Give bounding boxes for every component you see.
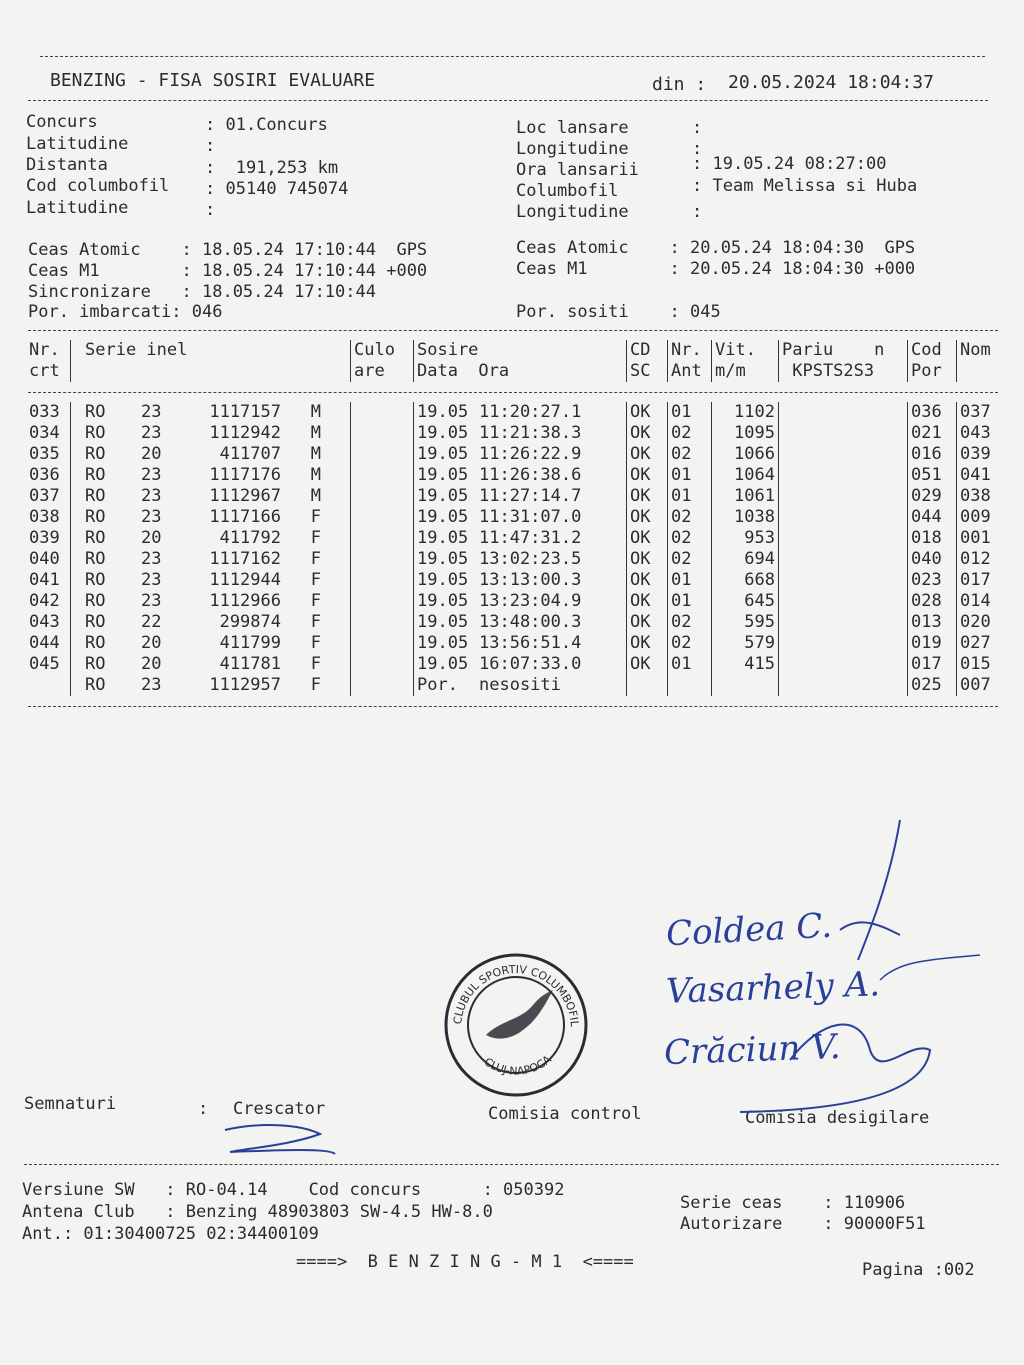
ceas-m1-right: Ceas M1 : 20.05.24 18:04:30 +000 bbox=[516, 259, 916, 279]
footer-serie-ceas: Serie ceas : 110906 bbox=[680, 1193, 906, 1213]
row-an: 23 bbox=[141, 465, 162, 485]
col-serie: Serie inel bbox=[71, 340, 351, 382]
row-ant: 02 bbox=[668, 528, 712, 549]
info-distanta-text: 191,253 km bbox=[235, 158, 339, 178]
row-data: 19.05 bbox=[417, 633, 469, 653]
row-ant: 02 bbox=[668, 633, 712, 654]
row-nom: 043 bbox=[957, 423, 1004, 444]
row-data: 19.05 bbox=[417, 570, 469, 590]
row-inel: 411799 bbox=[219, 633, 281, 653]
row-sex: M bbox=[310, 402, 321, 422]
row-vit: 579 bbox=[712, 633, 779, 654]
row-sex: M bbox=[310, 486, 321, 506]
comisia-control-label: Comisia control bbox=[488, 1104, 642, 1124]
row-ant: 02 bbox=[668, 444, 712, 465]
info-distanta-value: : 191,253 km bbox=[205, 158, 339, 178]
row-cd: OK bbox=[627, 486, 668, 507]
row-tara: RO bbox=[85, 486, 106, 506]
row-sex: F bbox=[310, 549, 321, 569]
row-nom: 001 bbox=[957, 528, 1004, 549]
info-cod-label: Cod columbofil bbox=[26, 176, 170, 196]
row-cod: 051 bbox=[908, 465, 957, 486]
info-latitudine2-colon: : bbox=[205, 200, 216, 220]
row-tara: RO bbox=[85, 528, 106, 548]
row-nom: 020 bbox=[957, 612, 1004, 633]
row-cd: OK bbox=[627, 423, 668, 444]
row-data: 19.05 bbox=[417, 612, 469, 632]
club-stamp bbox=[441, 950, 591, 1100]
col-sosire: Sosire Data Ora bbox=[414, 340, 627, 382]
row-cd: OK bbox=[627, 507, 668, 528]
row-vit: 1064 bbox=[712, 465, 779, 486]
col-cod: Cod Por bbox=[908, 340, 957, 382]
row-ant: 01 bbox=[668, 402, 712, 423]
info-cod-text: 05140 745074 bbox=[225, 179, 349, 199]
sincronizare: Sincronizare : 18.05.24 17:10:44 bbox=[28, 282, 376, 302]
info-concurs-text: 01.Concurs bbox=[225, 115, 328, 135]
header-date-label: din : bbox=[652, 74, 707, 95]
info-loc-colon: : bbox=[692, 118, 703, 138]
row-nr: 033 bbox=[29, 402, 60, 422]
row-nom: 015 bbox=[957, 654, 1004, 675]
row-nr: 037 bbox=[29, 486, 60, 506]
row-data: 19.05 bbox=[417, 591, 469, 611]
row-inel: 1117162 bbox=[209, 549, 281, 569]
row-vit: 645 bbox=[712, 591, 779, 612]
row-sex: F bbox=[310, 633, 321, 653]
row-inel: 299874 bbox=[219, 612, 281, 632]
row-vit: 1061 bbox=[712, 486, 779, 507]
row-cod: 025 bbox=[908, 675, 957, 696]
row-data: 19.05 bbox=[417, 402, 469, 422]
row-sex: F bbox=[310, 591, 321, 611]
row-an: 23 bbox=[141, 402, 162, 422]
row-cod: 023 bbox=[908, 570, 957, 591]
row-inel: 411792 bbox=[219, 528, 281, 548]
row-cd: OK bbox=[627, 444, 668, 465]
row-cod: 028 bbox=[908, 591, 957, 612]
row-nr: 040 bbox=[29, 549, 60, 569]
row-ora: 13:13:00.3 bbox=[479, 570, 582, 590]
row-ant: 01 bbox=[668, 570, 712, 591]
row-ora: 16:07:33.0 bbox=[479, 654, 582, 674]
row-data: 19.05 bbox=[417, 528, 469, 548]
row-cod: 040 bbox=[908, 549, 957, 570]
row-cd: OK bbox=[627, 465, 668, 486]
row-nom: 041 bbox=[957, 465, 1004, 486]
row-nr: 039 bbox=[29, 528, 60, 548]
row-nr: 041 bbox=[29, 570, 60, 590]
row-inel: 1117166 bbox=[209, 507, 281, 527]
row-tara: RO bbox=[85, 507, 106, 527]
row-ora: 11:26:22.9 bbox=[479, 444, 582, 464]
row-an: 23 bbox=[141, 486, 162, 506]
row-data: 19.05 bbox=[417, 507, 469, 527]
row-sex: F bbox=[310, 570, 321, 590]
row-nom: 027 bbox=[957, 633, 1004, 654]
row-ora: 13:23:04.9 bbox=[479, 591, 582, 611]
row-an: 23 bbox=[141, 675, 162, 695]
row-ora: 13:48:00.3 bbox=[479, 612, 582, 632]
row-vit: 668 bbox=[712, 570, 779, 591]
row-ora: 11:27:14.7 bbox=[479, 486, 582, 506]
row-an: 20 bbox=[141, 654, 162, 674]
row-cod: 044 bbox=[908, 507, 957, 528]
row-nom: 037 bbox=[957, 402, 1004, 423]
signature-vasarhely: Vasarhely A. bbox=[665, 964, 881, 1012]
row-nr: 034 bbox=[29, 423, 60, 443]
footer-versiune: Versiune SW : RO-04.14 Cod concurs : 050392 bbox=[22, 1180, 565, 1200]
semnaturi-label: Semnaturi bbox=[24, 1094, 117, 1114]
ceas-atomic-left: Ceas Atomic : 18.05.24 17:10:44 GPS bbox=[28, 240, 428, 260]
row-cd: OK bbox=[627, 528, 668, 549]
row-data: 19.05 bbox=[417, 486, 469, 506]
row-data: Por. bbox=[417, 675, 458, 695]
row-an: 20 bbox=[141, 528, 162, 548]
row-nr: 043 bbox=[29, 612, 60, 632]
row-ant: 01 bbox=[668, 654, 712, 675]
row-cod: 021 bbox=[908, 423, 957, 444]
footer-border bbox=[24, 1164, 999, 1165]
row-vit: 595 bbox=[712, 612, 779, 633]
row-nom: 017 bbox=[957, 570, 1004, 591]
info-longitudine2-colon: : bbox=[692, 202, 703, 222]
row-nom: 038 bbox=[957, 486, 1004, 507]
row-cd: OK bbox=[627, 402, 668, 423]
header-date-value: 20.05.2024 18:04:37 bbox=[728, 72, 934, 93]
row-inel: 1112957 bbox=[209, 675, 281, 695]
row-tara: RO bbox=[85, 591, 106, 611]
row-tara: RO bbox=[85, 444, 106, 464]
info-latitudine2-label: Latitudine bbox=[26, 198, 129, 218]
row-nom: 014 bbox=[957, 591, 1004, 612]
row-ora: 13:02:23.5 bbox=[479, 549, 582, 569]
row-ora: 11:47:31.2 bbox=[479, 528, 582, 548]
row-inel: 411781 bbox=[219, 654, 281, 674]
row-ant: 02 bbox=[668, 423, 712, 444]
row-sex: F bbox=[310, 507, 321, 527]
row-cd: OK bbox=[627, 591, 668, 612]
row-nom: 039 bbox=[957, 444, 1004, 465]
info-longitudine-label: Longitudine bbox=[516, 139, 629, 159]
info-longitudine2-label: Longitudine bbox=[516, 202, 629, 222]
row-ora: nesositi bbox=[479, 675, 561, 695]
info-columbofil-text: Team Melissa si Huba bbox=[712, 176, 918, 196]
row-an: 20 bbox=[141, 444, 162, 464]
row-sex: F bbox=[310, 612, 321, 632]
info-distanta-label: Distanta bbox=[26, 155, 108, 175]
row-cd: OK bbox=[627, 633, 668, 654]
row-inel: 411707 bbox=[219, 444, 281, 464]
row-inel: 1112944 bbox=[209, 570, 281, 590]
row-cod: 013 bbox=[908, 612, 957, 633]
row-inel: 1117157 bbox=[209, 402, 281, 422]
footer-banner: ====> B E N Z I N G - M 1 <==== bbox=[296, 1252, 634, 1272]
row-nr: 042 bbox=[29, 591, 60, 611]
row-tara: RO bbox=[85, 612, 106, 632]
row-inel: 1112967 bbox=[209, 486, 281, 506]
footer-pagina: Pagina :002 bbox=[862, 1260, 975, 1280]
ceas-m1-left: Ceas M1 : 18.05.24 17:10:44 +000 bbox=[28, 261, 428, 281]
row-vit: 694 bbox=[712, 549, 779, 570]
row-sex: F bbox=[310, 675, 321, 695]
row-tara: RO bbox=[85, 654, 106, 674]
row-cod: 016 bbox=[908, 444, 957, 465]
row-cd: OK bbox=[627, 570, 668, 591]
info-cod-value: : 05140 745074 bbox=[205, 179, 349, 199]
row-cod: 019 bbox=[908, 633, 957, 654]
col-pariu: Pariu n KPSTS2S3 bbox=[779, 340, 908, 382]
row-data: 19.05 bbox=[417, 465, 469, 485]
row-nom: 007 bbox=[957, 675, 1004, 696]
info-concurs-value: : 01.Concurs bbox=[205, 115, 328, 135]
info-ora-text: 19.05.24 08:27:00 bbox=[712, 154, 887, 174]
row-cod: 018 bbox=[908, 528, 957, 549]
row-ant: 02 bbox=[668, 507, 712, 528]
info-latitudine-label: Latitudine bbox=[26, 134, 129, 154]
row-ora: 11:20:27.1 bbox=[479, 402, 582, 422]
por-imbarcati: Por. imbarcati: 046 bbox=[28, 302, 223, 322]
row-sex: M bbox=[310, 444, 321, 464]
row-cod: 036 bbox=[908, 402, 957, 423]
row-cd: OK bbox=[627, 654, 668, 675]
row-vit: 1102 bbox=[712, 402, 779, 423]
stamp-text-top: CLUBUL SPORTIV COLUMBOFIL bbox=[451, 962, 582, 1028]
svg-text:CLUJ-NAPOCA bbox=[482, 1053, 554, 1078]
row-an: 23 bbox=[141, 570, 162, 590]
row-vit: 415 bbox=[712, 654, 779, 675]
row-tara: RO bbox=[85, 465, 106, 485]
row-vit: 1038 bbox=[712, 507, 779, 528]
footer-ant: Ant.: 01:30400725 02:34400109 bbox=[22, 1224, 319, 1244]
info-concurs-label: Concurs bbox=[26, 112, 98, 132]
row-tara: RO bbox=[85, 570, 106, 590]
row-tara: RO bbox=[85, 423, 106, 443]
col-nom: Nom bbox=[957, 340, 1004, 382]
row-nr: 035 bbox=[29, 444, 60, 464]
col-culoare: Culo are bbox=[351, 340, 414, 382]
col-cd: CD SC bbox=[627, 340, 668, 382]
info-ora-value: : 19.05.24 08:27:00 bbox=[692, 154, 887, 174]
row-nr: 038 bbox=[29, 507, 60, 527]
signature-craciun: Crăciun V. bbox=[663, 1026, 842, 1074]
col-ant: Nr. Ant bbox=[668, 340, 712, 382]
por-sositi: Por. sositi : 045 bbox=[516, 302, 721, 322]
row-data: 19.05 bbox=[417, 654, 469, 674]
info-columbofil-value: : Team Melissa si Huba bbox=[692, 176, 918, 196]
row-ora: 11:21:38.3 bbox=[479, 423, 582, 443]
row-nom: 012 bbox=[957, 549, 1004, 570]
row-inel: 1112942 bbox=[209, 423, 281, 443]
header-title: BENZING - FISA SOSIRI EVALUARE bbox=[50, 70, 376, 91]
info-loc-label: Loc lansare bbox=[516, 118, 629, 138]
row-ant: 01 bbox=[668, 486, 712, 507]
footer-antena: Antena Club : Benzing 48903803 SW-4.5 HW-8.0 bbox=[22, 1202, 493, 1222]
row-sex: M bbox=[310, 423, 321, 443]
row-an: 23 bbox=[141, 507, 162, 527]
semnaturi-colon: : bbox=[198, 1099, 209, 1119]
row-tara: RO bbox=[85, 675, 106, 695]
info-latitudine-colon: : bbox=[205, 136, 216, 156]
row-inel: 1112966 bbox=[209, 591, 281, 611]
row-vit: 1095 bbox=[712, 423, 779, 444]
row-ant: 02 bbox=[668, 549, 712, 570]
row-data: 19.05 bbox=[417, 549, 469, 569]
row-ora: 13:56:51.4 bbox=[479, 633, 582, 653]
row-data: 19.05 bbox=[417, 444, 469, 464]
row-data: 19.05 bbox=[417, 423, 469, 443]
row-vit: 1066 bbox=[712, 444, 779, 465]
row-nr: 045 bbox=[29, 654, 60, 674]
ceas-atomic-right: Ceas Atomic : 20.05.24 18:04:30 GPS bbox=[516, 238, 916, 258]
info-ora-label: Ora lansarii bbox=[516, 160, 639, 180]
row-ant: 01 bbox=[668, 591, 712, 612]
col-vit: Vit. m/m bbox=[712, 340, 779, 382]
row-an: 23 bbox=[141, 591, 162, 611]
row-an: 22 bbox=[141, 612, 162, 632]
row-nom: 009 bbox=[957, 507, 1004, 528]
row-an: 23 bbox=[141, 549, 162, 569]
row-cd: OK bbox=[627, 612, 668, 633]
row-tara: RO bbox=[85, 402, 106, 422]
row-sex: F bbox=[310, 654, 321, 674]
footer-autorizare: Autorizare : 90000F51 bbox=[680, 1214, 926, 1234]
row-cod: 029 bbox=[908, 486, 957, 507]
row-sex: M bbox=[310, 465, 321, 485]
row-cod: 017 bbox=[908, 654, 957, 675]
row-an: 23 bbox=[141, 423, 162, 443]
row-sex: F bbox=[310, 528, 321, 548]
stamp-text-bottom: CLUJ-NAPOCA bbox=[481, 1052, 554, 1078]
comisia-desigilare-label: Comisia desigilare bbox=[745, 1108, 930, 1128]
row-nr: 044 bbox=[29, 633, 60, 653]
signature-coldea: Coldea C. bbox=[665, 905, 833, 955]
row-cd: OK bbox=[627, 549, 668, 570]
row-ora: 11:31:07.0 bbox=[479, 507, 582, 527]
row-vit: 953 bbox=[712, 528, 779, 549]
crescator-label: Crescator bbox=[233, 1099, 326, 1119]
row-tara: RO bbox=[85, 633, 106, 653]
info-longitudine-colon: : bbox=[692, 139, 703, 159]
row-ant: 01 bbox=[668, 465, 712, 486]
col-nr: Nr. crt bbox=[29, 340, 60, 381]
row-tara: RO bbox=[85, 549, 106, 569]
row-ant: 02 bbox=[668, 612, 712, 633]
info-columbofil-label: Columbofil bbox=[516, 181, 619, 201]
row-nr: 036 bbox=[29, 465, 60, 485]
row-ora: 11:26:38.6 bbox=[479, 465, 582, 485]
row-an: 20 bbox=[141, 633, 162, 653]
row-inel: 1117176 bbox=[209, 465, 281, 485]
